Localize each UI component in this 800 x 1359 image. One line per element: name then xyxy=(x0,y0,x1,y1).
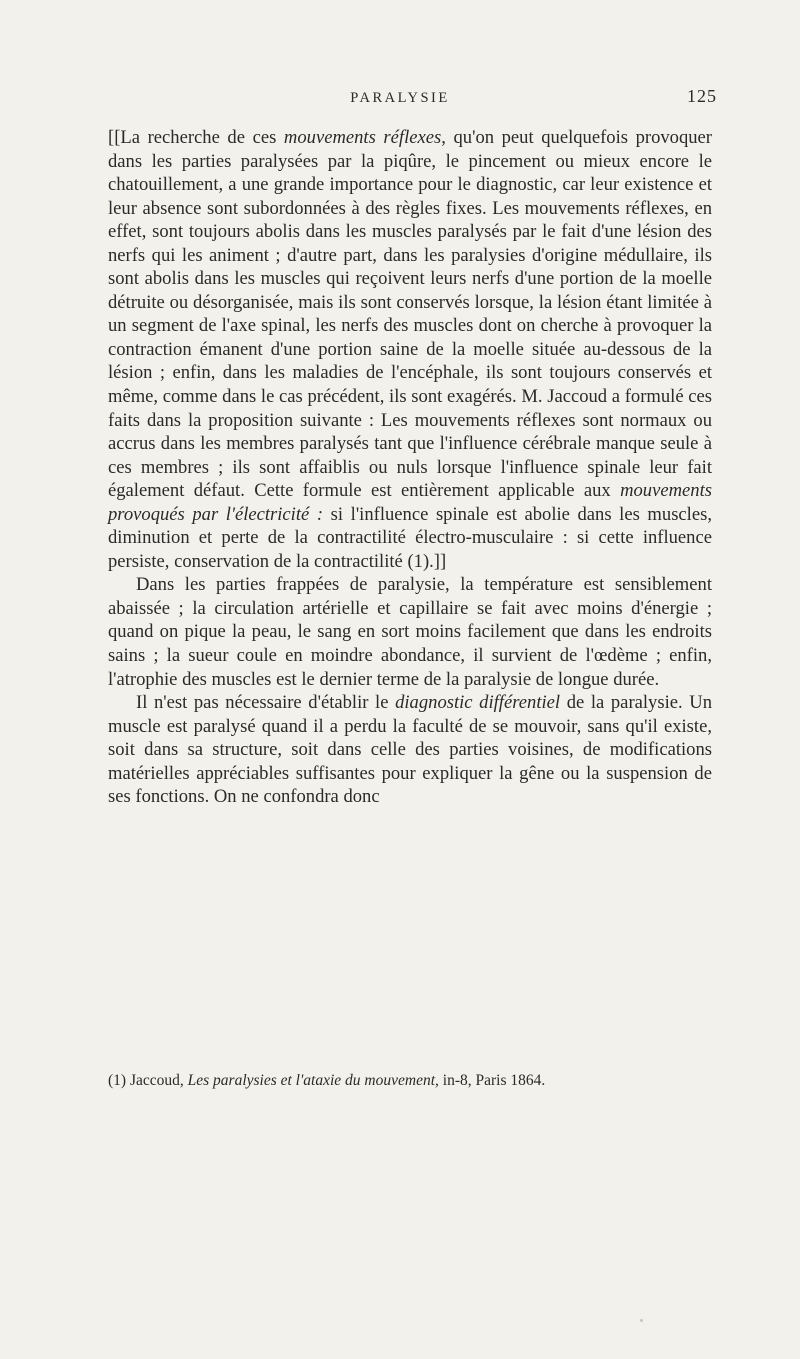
italic-term: mouvements réflexes xyxy=(283,127,442,148)
running-head xyxy=(0,86,800,112)
body-text xyxy=(108,126,712,809)
footnote-author: Jaccoud, xyxy=(129,1072,184,1089)
page-number: 125 xyxy=(687,86,717,106)
paragraph-text: , qu'on peut quelquefois provoquer dans les parties paralysées par la piqûre, le pincement ou mieux encore le chatouillement, a une grande importance pour le diagnostic, car leur existence et leur absence sont subordonnées à des règles fixes. Les mouvements réflexes, en effet, sont toujours abolis dans les muscles paralysés par le fait d'une lésion des nerfs qui les animent ; d'autre part, dans les paralysies d'origine médullaire, ils sont abolis dans les muscles qui reçoivent leurs nerfs d'une portion de la moelle détruite ou désorganisée, mais ils sont conservés lorsque, la lésion étant limitée à un segment de l'axe spinal, les nerfs des muscles dont on cherche à provoquer la contraction émanent d'une portion saine de la moelle située au-dessous de la lésion ; enfin, dans les maladies de l'encéphale, ils sont toujours conservés et même, comme dans le cas précédent, ils sont exagérés. M. Jaccoud a formulé ces faits dans la proposition suivante : Les mouvements réflexes sont normaux ou accrus dans les membres paralysés tant que l'influence cérébrale manque seule à ces membres ; ils sont affaiblis ou nuls lorsque l'influence spinale leur fait également défaut. Cette formule est entièrement applicable aux xyxy=(108,127,713,502)
paragraph-text: de la paralysie. Un muscle est paralysé quand il a perdu la faculté de se mouvoir, sans qu'il existe, soit dans sa structure, soit dans celle des parties voisines, de modifications matérielles appréciables suffisantes pour expliquer la gêne ou la suspension de ses fonctions. On ne confondra donc xyxy=(108,692,712,808)
footnote-details: in-8, Paris 1864. xyxy=(442,1072,546,1089)
paragraph-text: si l'influence spinale est abolie dans les muscles, diminution et perte de la contractilité électro-musculaire : si cette influence persiste, conservation de la contractilité (1).]] xyxy=(108,503,712,572)
running-title: PARALYSIE xyxy=(350,90,450,106)
paragraph-reflexes xyxy=(108,126,712,573)
footnote-marker: (1) xyxy=(108,1072,127,1089)
italic-term: diagnostic différentiel xyxy=(395,692,561,714)
paragraph-text: [[La recherche de ces xyxy=(108,127,284,148)
paragraph-temperature: Dans les parties frappées de paralysie, la température est sensiblement abaissée ; la circulation artérielle et capillaire se fait avec moins d'énergie ; quand on pique la peau, le sang en sort moins facilement que dans les endroits sains ; la sueur coule en moindre abondance, il survient de l'œdème ; enfin, l'atrophie des muscles est le dernier terme de la paralysie de longue durée. xyxy=(108,574,712,690)
italic-term: mouvements provoqués par l'électricité : xyxy=(108,480,712,525)
paragraph-text: Il n'est pas nécessaire d'établir le xyxy=(136,692,396,714)
paper-speck xyxy=(640,1319,643,1322)
paragraph-diagnostic xyxy=(108,691,712,809)
footnote-title: Les paralysies et l'ataxie du mouvement, xyxy=(187,1072,439,1089)
footnote xyxy=(108,1071,712,1091)
